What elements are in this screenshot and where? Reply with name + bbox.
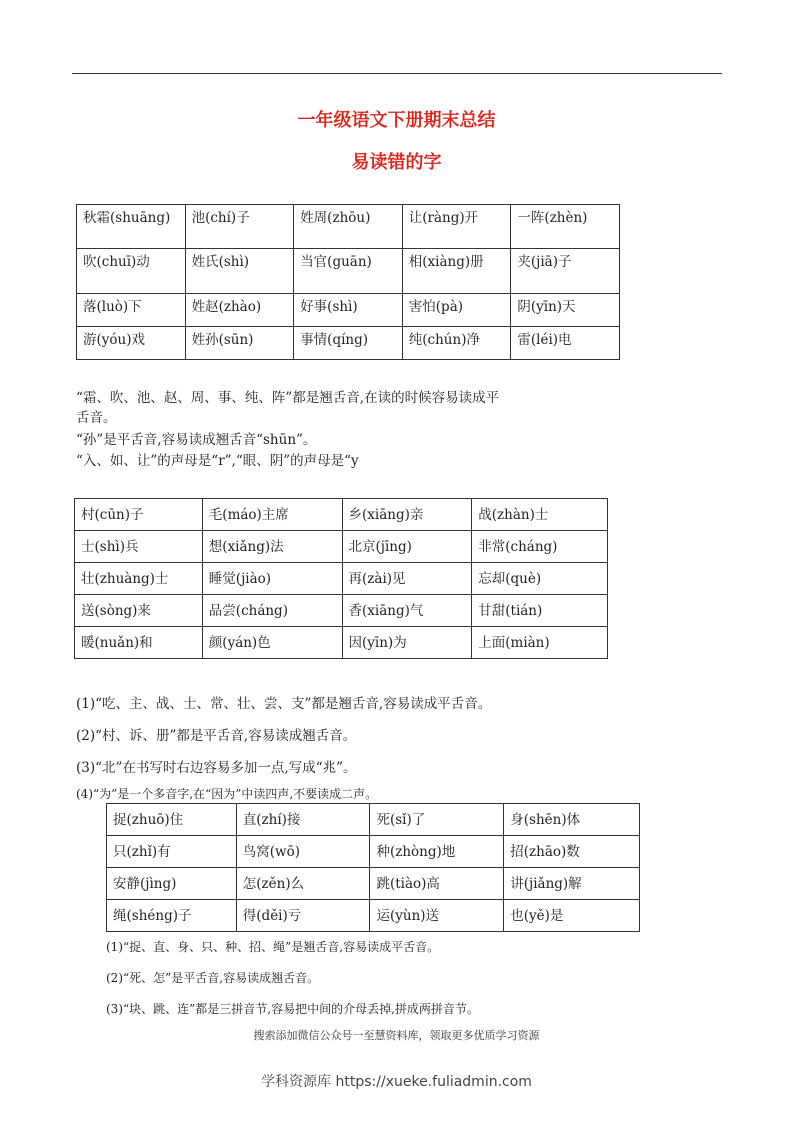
note-line: (1)“吃、主、战、士、常、壮、尝、支”都是翘舌音,容易读成平舌音。 [76, 696, 492, 712]
table-cell: 睡觉(jiào) [202, 563, 342, 595]
table-cell: 暖(nuǎn)和 [75, 627, 203, 659]
table-cell: 秋霜(shuāng) [77, 205, 186, 249]
table-cell: 池(chí)子 [185, 205, 294, 249]
table-cell: 鸟窝(wō) [236, 836, 370, 868]
table-cell: 乡(xiāng)亲 [342, 499, 472, 531]
table-cell: 身(shēn)体 [504, 804, 640, 836]
table-cell: 姓氏(shì) [185, 249, 294, 294]
page-subtitle: 易读错的字 [351, 152, 442, 173]
table-cell: 上面(miàn) [472, 627, 608, 659]
table-cell: 怎(zěn)么 [236, 868, 370, 900]
table-cell: 运(yùn)送 [370, 900, 504, 932]
table-cell: 也(yě)是 [504, 900, 640, 932]
table-cell: 非常(cháng) [472, 531, 608, 563]
table-cell: 想(xiǎng)法 [202, 531, 342, 563]
table-cell: 北京(jīng) [342, 531, 472, 563]
table-cell: 忘却(què) [472, 563, 608, 595]
table-cell: 事情(qíng) [294, 327, 403, 360]
table-row [75, 563, 608, 595]
table-row [107, 836, 640, 868]
table-cell: 一阵(zhèn) [511, 205, 620, 249]
table-cell: 讲(jiǎng)解 [504, 868, 640, 900]
table-cell: 招(zhāo)数 [504, 836, 640, 868]
note-line: “入、如、让”的声母是“r”,“眼、阴”的声母是“y [76, 453, 359, 469]
note-line: (3)“块、跳、连”都是三拼音节,容易把中间的介母丢掉,拼成两拼音节。 [106, 1002, 479, 1016]
note-line: (4)“为”是一个多音字,在“因为”中读四声,不要读成二声。 [76, 787, 378, 801]
table-row [75, 595, 608, 627]
table-cell: 落(luò)下 [77, 294, 186, 327]
table-cell: 夹(jiā)子 [511, 249, 620, 294]
table-row [77, 294, 620, 327]
note-line: (2)“村、诉、册”都是平舌音,容易读成翘舌音。 [76, 728, 357, 744]
table-row [75, 627, 608, 659]
note-line: (3)“北”在书写时右边容易多加一点,写成“兆”。 [76, 760, 357, 776]
table-cell: 雷(léi)电 [511, 327, 620, 360]
page-title: 一年级语文下册期末总结 [297, 110, 496, 131]
table-row [75, 531, 608, 563]
table-cell: 捉(zhuō)住 [107, 804, 237, 836]
table-row [77, 205, 620, 249]
table-2 [74, 498, 608, 659]
table-cell: 姓周(zhōu) [294, 205, 403, 249]
table-cell: 毛(máo)主席 [202, 499, 342, 531]
table-cell: 死(sǐ)了 [370, 804, 504, 836]
table-cell: 因(yīn)为 [342, 627, 472, 659]
table-cell: 阴(yīn)天 [511, 294, 620, 327]
table-cell: 绳(shéng)子 [107, 900, 237, 932]
note-line: (2)“死、怎”是平舌音,容易读成翘舌音。 [106, 971, 320, 985]
note-line: “孙”是平舌音,容易读成翘舌音“shūn”。 [76, 432, 317, 448]
table-cell: 士(shì)兵 [75, 531, 203, 563]
table-row [77, 249, 620, 294]
table-cell: 品尝(cháng) [202, 595, 342, 627]
header-rule [72, 73, 722, 74]
table-cell: 颜(yán)色 [202, 627, 342, 659]
table-cell: 直(zhí)接 [236, 804, 370, 836]
table-cell: 壮(zhuàng)士 [75, 563, 203, 595]
table-cell: 当官(guān) [294, 249, 403, 294]
table-cell: 战(zhàn)士 [472, 499, 608, 531]
table-cell: 跳(tiào)高 [370, 868, 504, 900]
table-cell: 姓孙(sūn) [185, 327, 294, 360]
table-row [107, 900, 640, 932]
table-cell: 种(zhòng)地 [370, 836, 504, 868]
table-1 [76, 204, 620, 360]
table-cell: 姓赵(zhào) [185, 294, 294, 327]
table-cell: 得(děi)亏 [236, 900, 370, 932]
table-cell: 再(zài)见 [342, 563, 472, 595]
table-cell: 只(zhǐ)有 [107, 836, 237, 868]
footer-note: 搜索添加微信公众号一至慧资料库，领取更多优质学习资源 [253, 1029, 540, 1042]
table-cell: 送(sòng)来 [75, 595, 203, 627]
table-row [75, 499, 608, 531]
table-row [77, 327, 620, 360]
note-line: (1)“捉、直、身、只、种、招、绳”是翘舌音,容易读成平舌音。 [106, 940, 440, 954]
table-cell: 好事(shì) [294, 294, 403, 327]
table-cell: 香(xiāng)气 [342, 595, 472, 627]
footer-site: 学科资源库 https://xueke.fuliadmin.com [261, 1074, 532, 1090]
table-cell: 村(cūn)子 [75, 499, 203, 531]
table-cell: 让(ràng)开 [402, 205, 511, 249]
note-line: 舌音。 [76, 410, 117, 426]
table-3 [106, 803, 640, 932]
note-line: “霜、吹、池、赵、周、事、纯、阵”都是翘舌音,在读的时候容易读成平 [76, 390, 500, 406]
table-cell: 害怕(pà) [402, 294, 511, 327]
table-cell: 相(xiàng)册 [402, 249, 511, 294]
table-row [107, 868, 640, 900]
table-cell: 甘甜(tián) [472, 595, 608, 627]
table-cell: 吹(chuī)动 [77, 249, 186, 294]
table-cell: 纯(chún)净 [402, 327, 511, 360]
table-row [107, 804, 640, 836]
table-cell: 游(yóu)戏 [77, 327, 186, 360]
table-cell: 安静(jìng) [107, 868, 237, 900]
